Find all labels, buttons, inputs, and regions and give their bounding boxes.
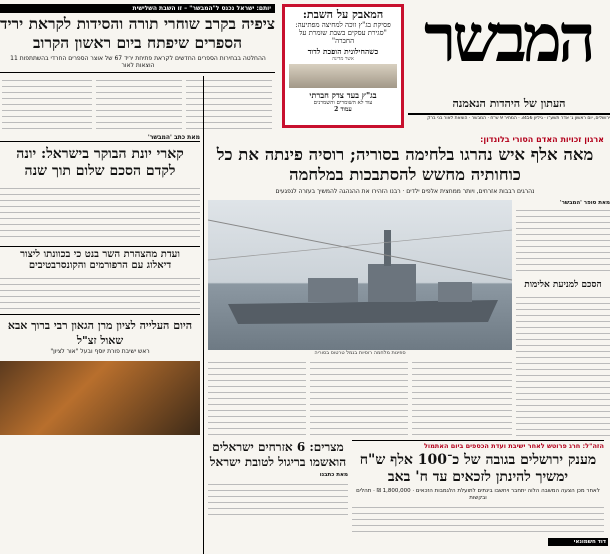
main-story-kicker: ארגון זכויות האדם הסורי בלונדון: <box>480 135 604 144</box>
right-column-header: מאת סופר 'המבשר' <box>559 200 610 206</box>
right-column-headline[interactable]: הסכם למניעת אלימות <box>524 280 602 290</box>
promo-subtext: עוד לא השומרים והשמרנים <box>313 100 373 106</box>
story2-headline[interactable]: דיאלוג עם הרפורמים והקונסרבטיבים <box>28 260 172 271</box>
masthead-subtitle: העתון של היהדות הנאמנה <box>452 97 566 110</box>
main-photo <box>208 200 512 350</box>
masthead-info-line: ירושלים, יום ראשון ג' אדר תשע"ו · גיליון 3456 · המחיר 9 ש"ח · המבשר · הוצאת לאור בני ברק <box>427 116 610 121</box>
egypt-story-headline[interactable]: מצרים: 6 אזרחים ישראלים הואשמו בריגול לטובת ישראל <box>209 440 347 469</box>
story2-kicker: ועדת מהצהרת השר בנט כי בכוונתו ליצור <box>0 246 200 260</box>
main-photo-caption: ספינות מלחמה רוסיות בנמל טרטוס בסוריה <box>314 350 406 356</box>
masthead <box>408 0 610 128</box>
top-story-rule <box>0 72 275 73</box>
story2-body-text <box>0 274 200 310</box>
top-bar <box>0 4 275 13</box>
left-column <box>0 134 200 554</box>
top-story-sub: ההחלטה בבחירות הספרים החדשים לקראת פתיחת יריד 67 של אוצר הספרים החרדי בהשתתפות 11 הוצאות לאור <box>10 55 266 69</box>
egypt-story-byline: מאת כתבנו <box>319 472 348 478</box>
main-story-body-text <box>208 358 306 438</box>
main-story-headline[interactable]: מאה אלף איש נהרגו בלחימה בסוריה; רוסיה פינתה את כל כוחותיה מחשש להסתבכות במלחמה <box>216 145 594 184</box>
left-column-header: מאת כתב 'המבשר' <box>0 134 200 142</box>
egypt-story <box>208 440 348 554</box>
egypt-story-body-text <box>208 480 348 520</box>
top-bar-label: יותם: ישראל נכנס ל"המבשר" – זו השבת השלישית <box>132 5 271 12</box>
story3-headline[interactable]: היום העלייה לציון מרן הגאון רבי ברוך אבא שאול זצ"ל <box>0 314 200 348</box>
bottom-story-text: לאחר מכן הצעה המשבה הלוה יתחבר ויחשבו בינתים לתועלת הלגמבות הזכאים · 1,800,000 ₪ · תהלים ובקשות <box>356 488 600 501</box>
promo-text: פסיקת בג"ץ זוכה למחיצה מפתיעה: "סגירת עסקים בשבת שומרת על החברה" <box>295 21 391 45</box>
bottom-story-headline[interactable]: מענק ירושלים בגובה של כ־100 אלף ש"ח ימשיך להינתן לזכאים עד ח' באב <box>359 452 597 485</box>
bottom-story-body-text <box>352 503 604 533</box>
bottom-right-header: דוד חשמונאי <box>548 538 608 546</box>
right-column-body-text <box>516 293 610 443</box>
warship-illustration <box>208 200 512 350</box>
right-column <box>516 200 610 440</box>
story1-body-text <box>0 184 200 242</box>
bottom-photo <box>0 361 200 435</box>
right-column-body-text <box>516 206 610 276</box>
story3-sub: ראש ישיבת פורת יוסף ובעל "אור לציון" <box>50 348 150 355</box>
masthead-rule <box>408 113 610 115</box>
bottom-story-kicker: הזה"ל: חרג פרוטש לאחר ישיבת ועדת הכספים ביום האתמול <box>352 440 604 450</box>
promo-box[interactable] <box>282 4 404 128</box>
main-story-body-text <box>412 358 512 438</box>
column-divider <box>203 76 204 554</box>
main-story-sub: נהרגים רבבות אזרחים, ויותר ממחצית אלפים ילדים · רבנו הזהירו את ההנהגה להמשיך בעזרה לנפגעים <box>275 188 535 195</box>
promo-subhead: בג"ץ בעד צדק חברתי <box>309 90 377 100</box>
promo-page-ref[interactable]: עמוד 2 <box>334 106 352 113</box>
story1-headline[interactable]: קארי יונת הבוקר בישראל: יונה לקדם הסכם שלום תוך שנה <box>16 146 184 179</box>
top-story-body-text <box>96 76 182 130</box>
promo-photo <box>289 64 397 88</box>
top-story-body-text <box>2 76 92 130</box>
top-story-headline[interactable]: ציפיה בקרב שוחרי תורה והסידות לקראת יריד הספרים שיפתח ביום ראשון הקרוב <box>0 14 275 52</box>
bottom-story <box>352 440 604 554</box>
promo-highlight: כשהחילונית הופכת לדוד <box>307 47 379 56</box>
promo-byline: אשר מדינה <box>332 56 354 62</box>
top-story-body-text <box>186 76 272 130</box>
main-story-body-text <box>310 358 408 438</box>
promo-title: המאבק על השבת: <box>302 8 384 21</box>
masthead-logo: המבשר <box>423 0 593 77</box>
